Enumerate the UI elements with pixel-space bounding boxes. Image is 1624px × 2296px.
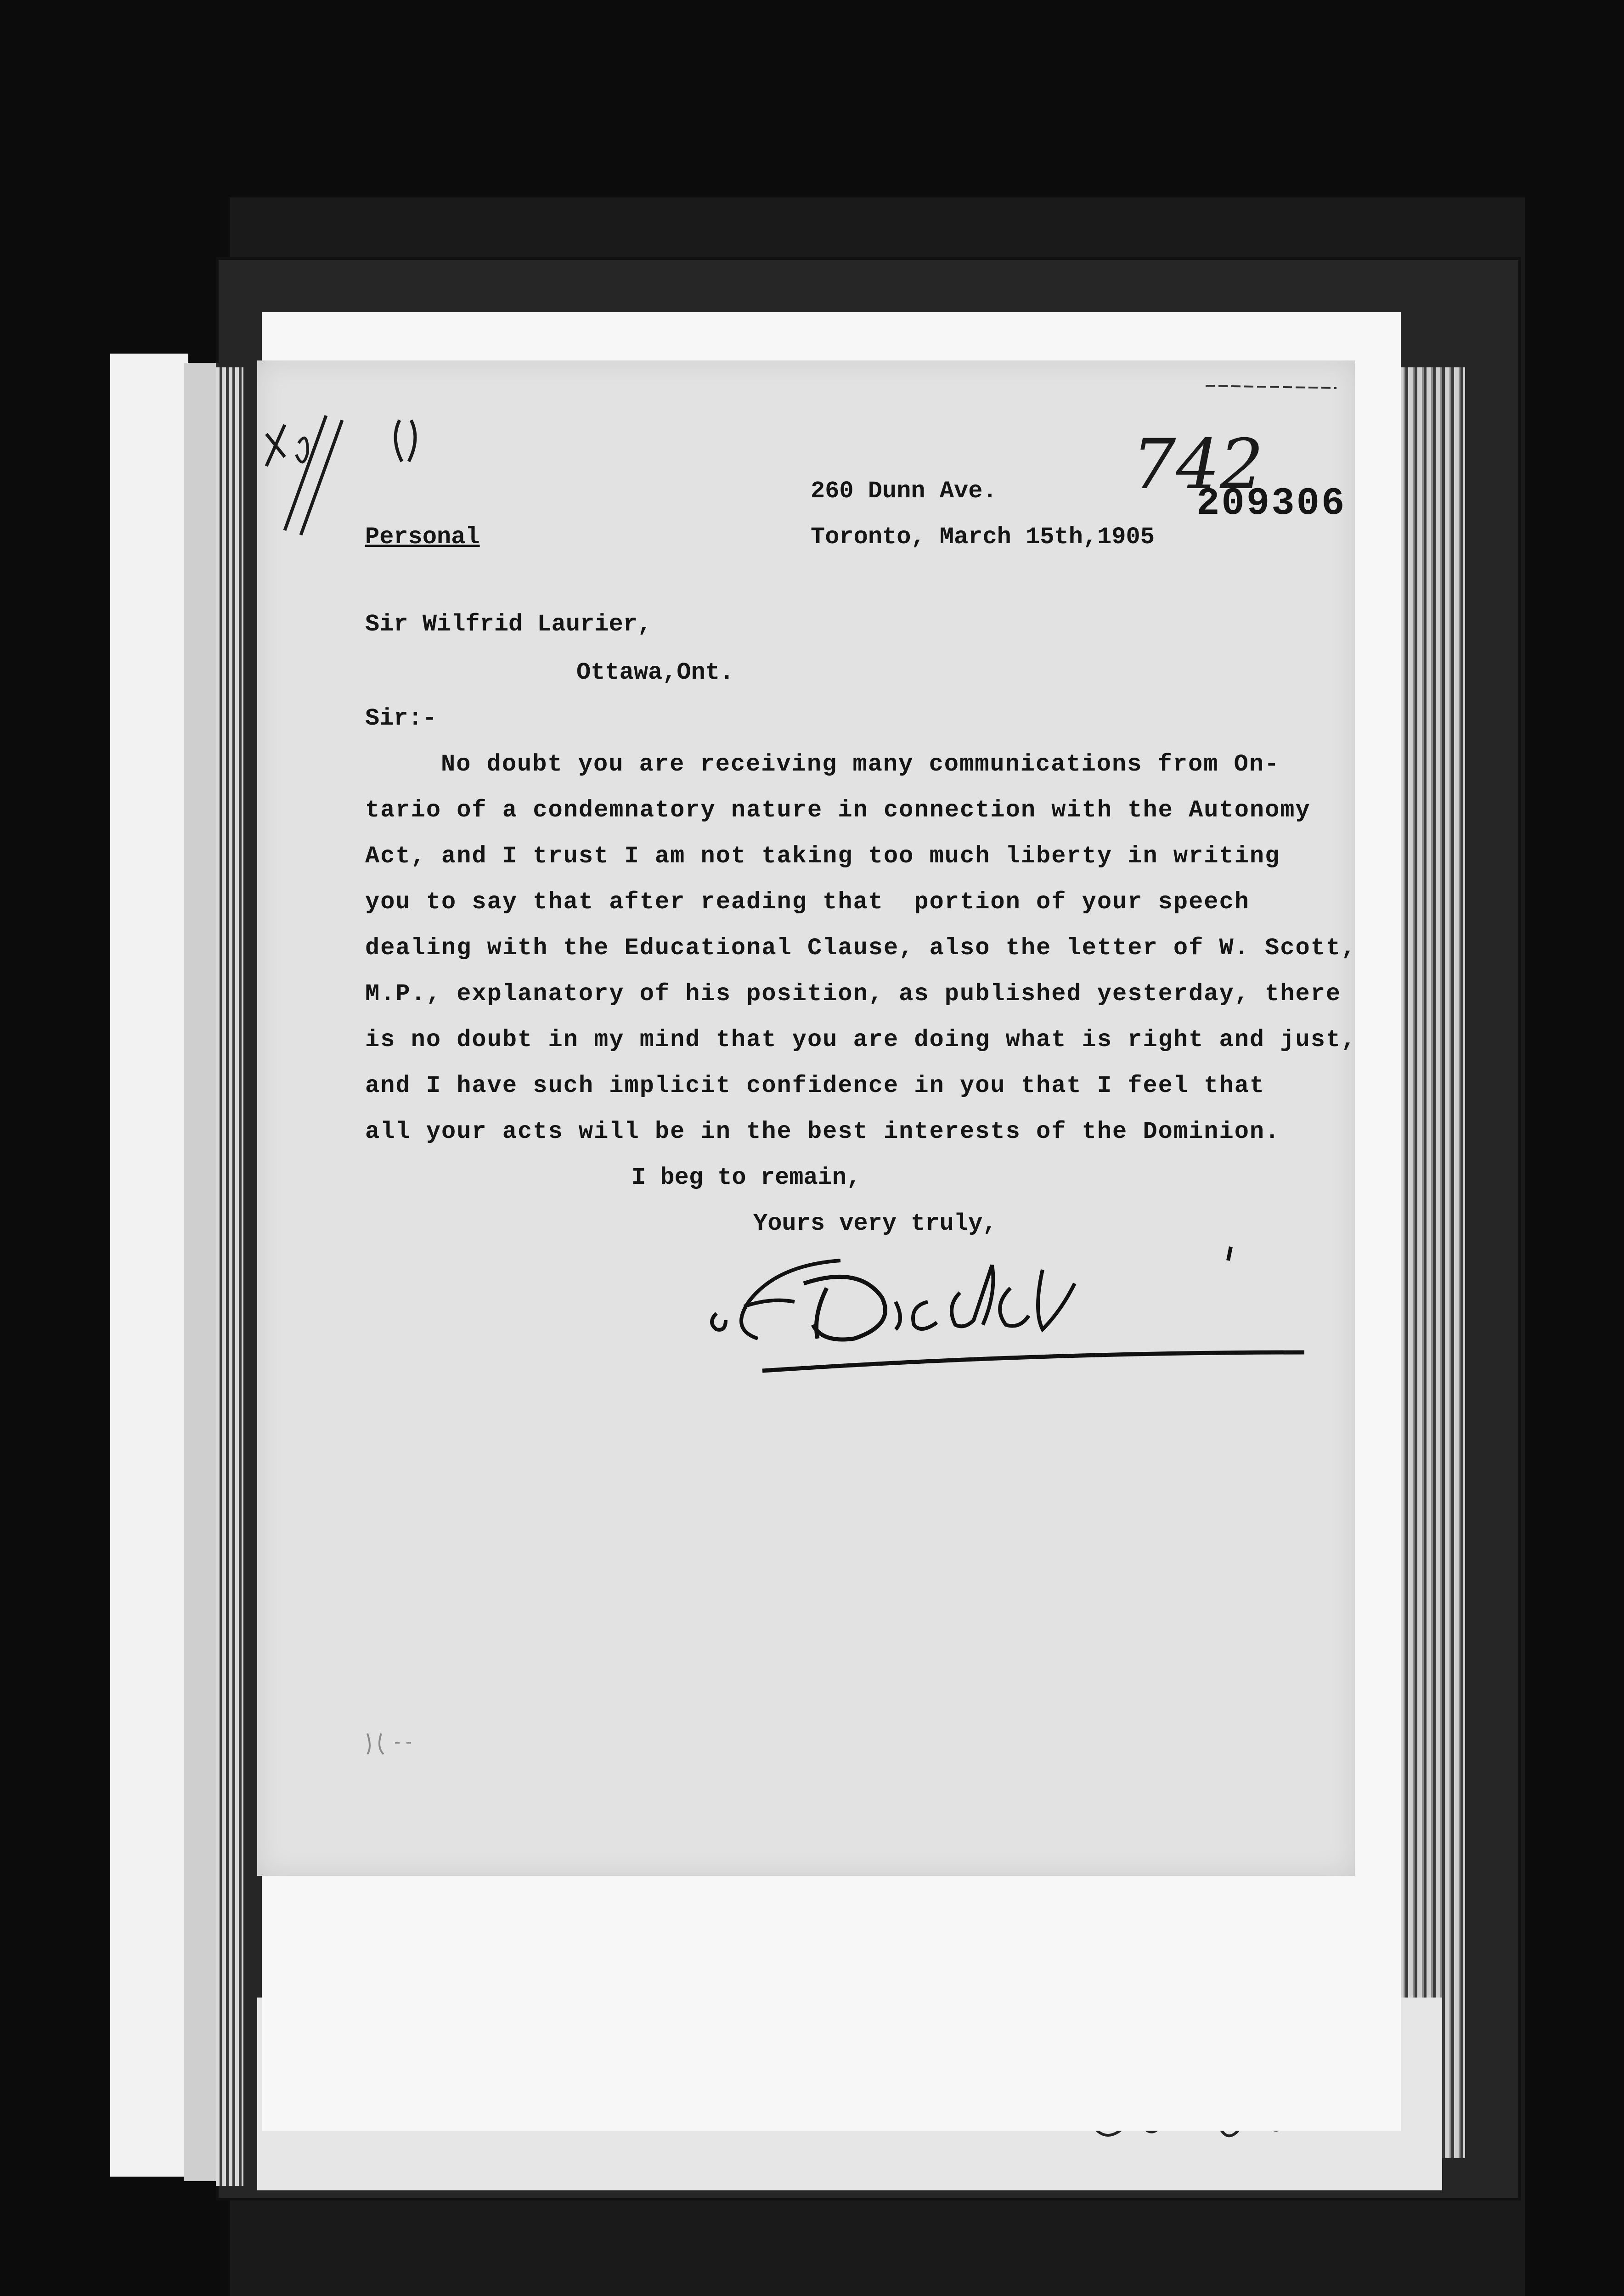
sender-address: 260 Dunn Ave. [811,478,997,505]
body-line: Act, and I trust I am not taking too much liberty in writing [365,843,1280,870]
stamped-archive-number: 209306 [1196,482,1347,526]
handwritten-signature [689,1233,1332,1389]
left-page-edges [216,367,243,2186]
left-gray-strip [184,363,219,2181]
recipient-location: Ottawa,Ont. [576,659,734,686]
letter-date: Toronto, March 15th,1905 [811,523,1155,551]
recipient-name: Sir Wilfrid Laurier, [365,611,652,638]
body-line: and I have such implicit confidence in you that I feel that [365,1072,1265,1099]
body-line: dealing with the Educational Clause, also the letter of W. Scott, [365,934,1357,962]
salutation: Sir:- [365,705,437,732]
body-line: you to say that after reading that portion of your speech [365,889,1250,916]
closing-remain: I beg to remain, [632,1164,861,1191]
body-line: No doubt you are receiving many communications from On- [441,751,1280,778]
pencil-mark-top-right [1203,379,1341,393]
left-margin-strip [110,354,188,2177]
faint-marks [363,1729,427,1756]
letter-page [257,360,1355,1876]
body-line: is no doubt in my mind that you are doing what is right and just, [365,1026,1357,1053]
letter-marking: Personal [365,523,480,551]
handwritten-folio-number: 742 [1132,425,1264,505]
body-line: M.P., explanatory of his position, as published yesterday, there [365,980,1342,1007]
body-line: tario of a condemnatory nature in connection with the Autonomy [365,797,1311,824]
body-line: all your acts will be in the best interests of the Dominion. [365,1118,1280,1145]
right-page-edges [1396,367,1465,2158]
closing-yours: Yours very truly, [753,1210,997,1237]
